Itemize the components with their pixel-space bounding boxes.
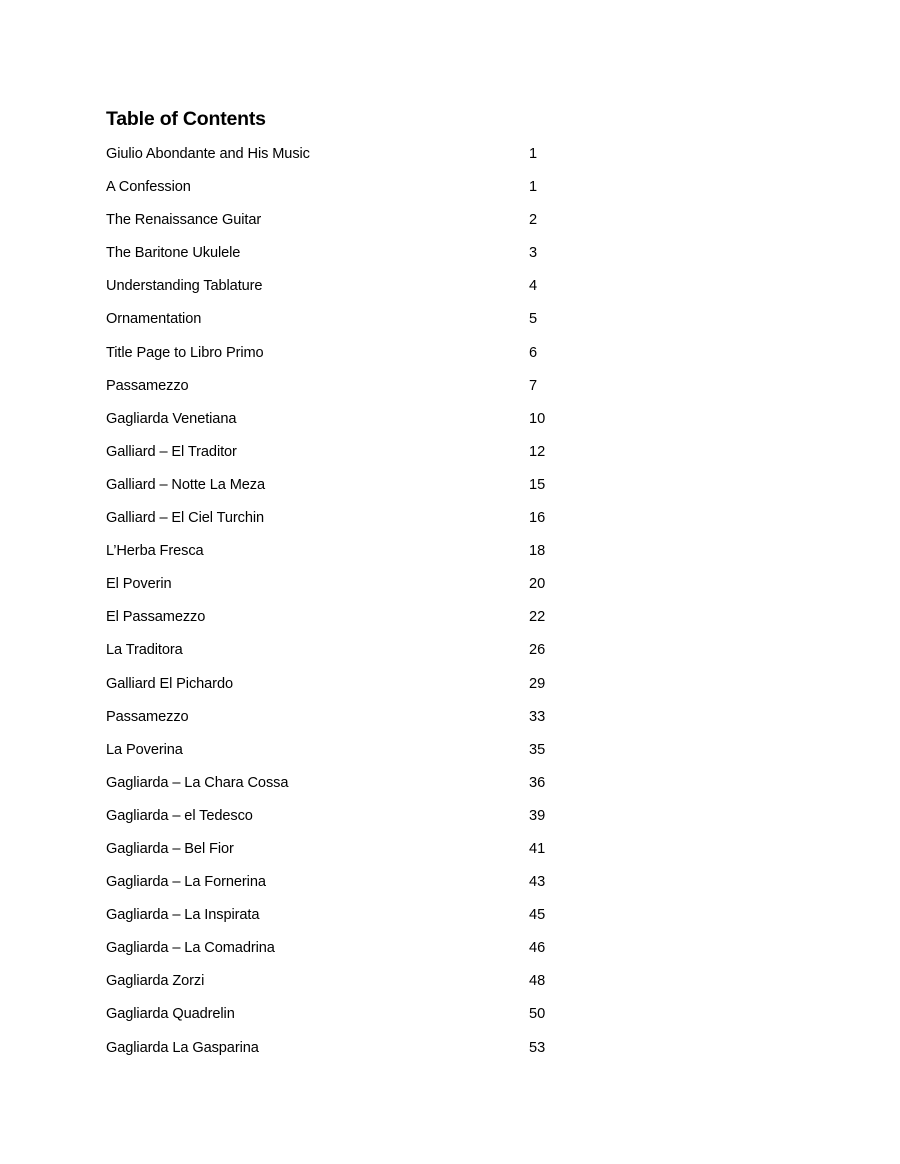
toc-entry-page-number: 1 — [529, 146, 538, 162]
page-title: Table of Contents — [106, 108, 266, 130]
toc-entry-title: Gagliarda Venetiana — [106, 410, 237, 427]
toc-entry-page-number: 1 — [529, 179, 538, 196]
toc-entry-page-number: 6 — [529, 344, 538, 361]
toc-entry-page-number: 15 — [529, 476, 546, 493]
toc-entry — [106, 1037, 606, 1070]
toc-entry-page-number: 46 — [529, 940, 546, 957]
toc-entry-title: Gagliarda Zorzi — [106, 973, 205, 990]
toc-entry — [106, 308, 606, 341]
toc-entry-page-number: 18 — [529, 543, 546, 560]
toc-entry-page-number: 36 — [529, 774, 546, 791]
toc-entry-title: Ornamentation — [106, 311, 202, 328]
toc-entry-page-number: 16 — [529, 510, 546, 527]
toc-entry-title: Gagliarda – La Comadrina — [106, 940, 275, 957]
toc-entry-title: Gagliarda – La Chara Cossa — [106, 774, 289, 791]
toc-entry-page-number: 5 — [529, 311, 538, 328]
toc-entry — [106, 275, 606, 308]
toc-entry-title: The Baritone Ukulele — [106, 245, 241, 262]
toc-entry-title: Title Page to Libro Primo — [106, 344, 264, 361]
toc-entry-page-number: 20 — [529, 576, 546, 593]
toc-entry — [106, 606, 606, 639]
toc-entry-page-number: 3 — [529, 245, 538, 262]
toc-entry — [106, 441, 606, 474]
toc-entry-title: Galliard – El Traditor — [106, 443, 237, 460]
toc-entry-title: La Traditora — [106, 642, 183, 659]
toc-entry-title: Gagliarda – La Inspirata — [106, 907, 260, 924]
toc-entry-page-number: 12 — [529, 443, 546, 460]
toc-entry-page-number: 26 — [529, 642, 546, 659]
toc-entry — [106, 242, 606, 275]
toc-entry-title: Gagliarda – Bel Fior — [106, 840, 234, 857]
toc-entry — [106, 540, 606, 573]
toc-entry — [106, 209, 606, 242]
toc-entry-title: L’Herba Fresca — [106, 543, 204, 560]
toc-entry-title: Gagliarda Quadrelin — [106, 1006, 235, 1023]
toc-entry-page-number: 35 — [529, 741, 546, 758]
toc-entry-title: Gagliarda – La Fornerina — [106, 874, 266, 891]
toc-entry — [106, 342, 606, 375]
toc-list — [106, 143, 606, 1070]
toc-entry-page-number: 33 — [529, 708, 546, 725]
toc-entry — [106, 143, 606, 176]
toc-entry-page-number: 48 — [529, 973, 546, 990]
toc-entry — [106, 937, 606, 970]
toc-entry-title: Gagliarda – el Tedesco — [106, 807, 253, 824]
toc-entry-title: Passamezzo — [106, 708, 189, 725]
toc-entry — [106, 474, 606, 507]
toc-entry-page-number: 2 — [529, 212, 538, 229]
toc-entry — [106, 639, 606, 672]
toc-entry — [106, 739, 606, 772]
toc-entry-page-number: 39 — [529, 807, 546, 824]
toc-entry-title: Giulio Abondante and His Music — [106, 146, 310, 162]
toc-entry-title: Galliard – Notte La Meza — [106, 476, 266, 493]
toc-entry — [106, 970, 606, 1003]
toc-entry — [106, 904, 606, 937]
toc-entry-title: The Renaissance Guitar — [106, 212, 262, 229]
toc-entry-page-number: 22 — [529, 609, 546, 626]
toc-entry-page-number: 10 — [529, 410, 546, 427]
toc-entry — [106, 772, 606, 805]
toc-entry-title: La Poverina — [106, 741, 183, 758]
toc-entry-page-number: 7 — [529, 377, 538, 394]
toc-entry-page-number: 4 — [529, 278, 538, 295]
toc-entry — [106, 706, 606, 739]
toc-entry-page-number: 29 — [529, 675, 546, 692]
toc-entry-page-number: 43 — [529, 874, 546, 891]
toc-entry — [106, 1003, 606, 1036]
toc-entry — [106, 673, 606, 706]
toc-entry-title: Understanding Tablature — [106, 278, 263, 295]
toc-entry-page-number: 41 — [529, 840, 546, 857]
toc-entry — [106, 838, 606, 871]
toc-entry-title: Galliard – El Ciel Turchin — [106, 510, 264, 527]
toc-entry-title: Galliard El Pichardo — [106, 675, 233, 692]
toc-entry-title: El Passamezzo — [106, 609, 206, 626]
toc-entry — [106, 573, 606, 606]
toc-entry — [106, 408, 606, 441]
toc-entry-page-number: 45 — [529, 907, 546, 924]
toc-entry-title: El Poverin — [106, 576, 172, 593]
toc-entry — [106, 507, 606, 540]
toc-entry-page-number: 53 — [529, 1039, 546, 1056]
toc-entry-title: Passamezzo — [106, 377, 189, 394]
toc-entry — [106, 375, 606, 408]
toc-entry-page-number: 50 — [529, 1006, 546, 1023]
toc-entry-title: Gagliarda La Gasparina — [106, 1039, 259, 1056]
toc-entry — [106, 176, 606, 209]
toc-entry — [106, 871, 606, 904]
toc-entry — [106, 805, 606, 838]
toc-entry-title: A Confession — [106, 179, 191, 196]
